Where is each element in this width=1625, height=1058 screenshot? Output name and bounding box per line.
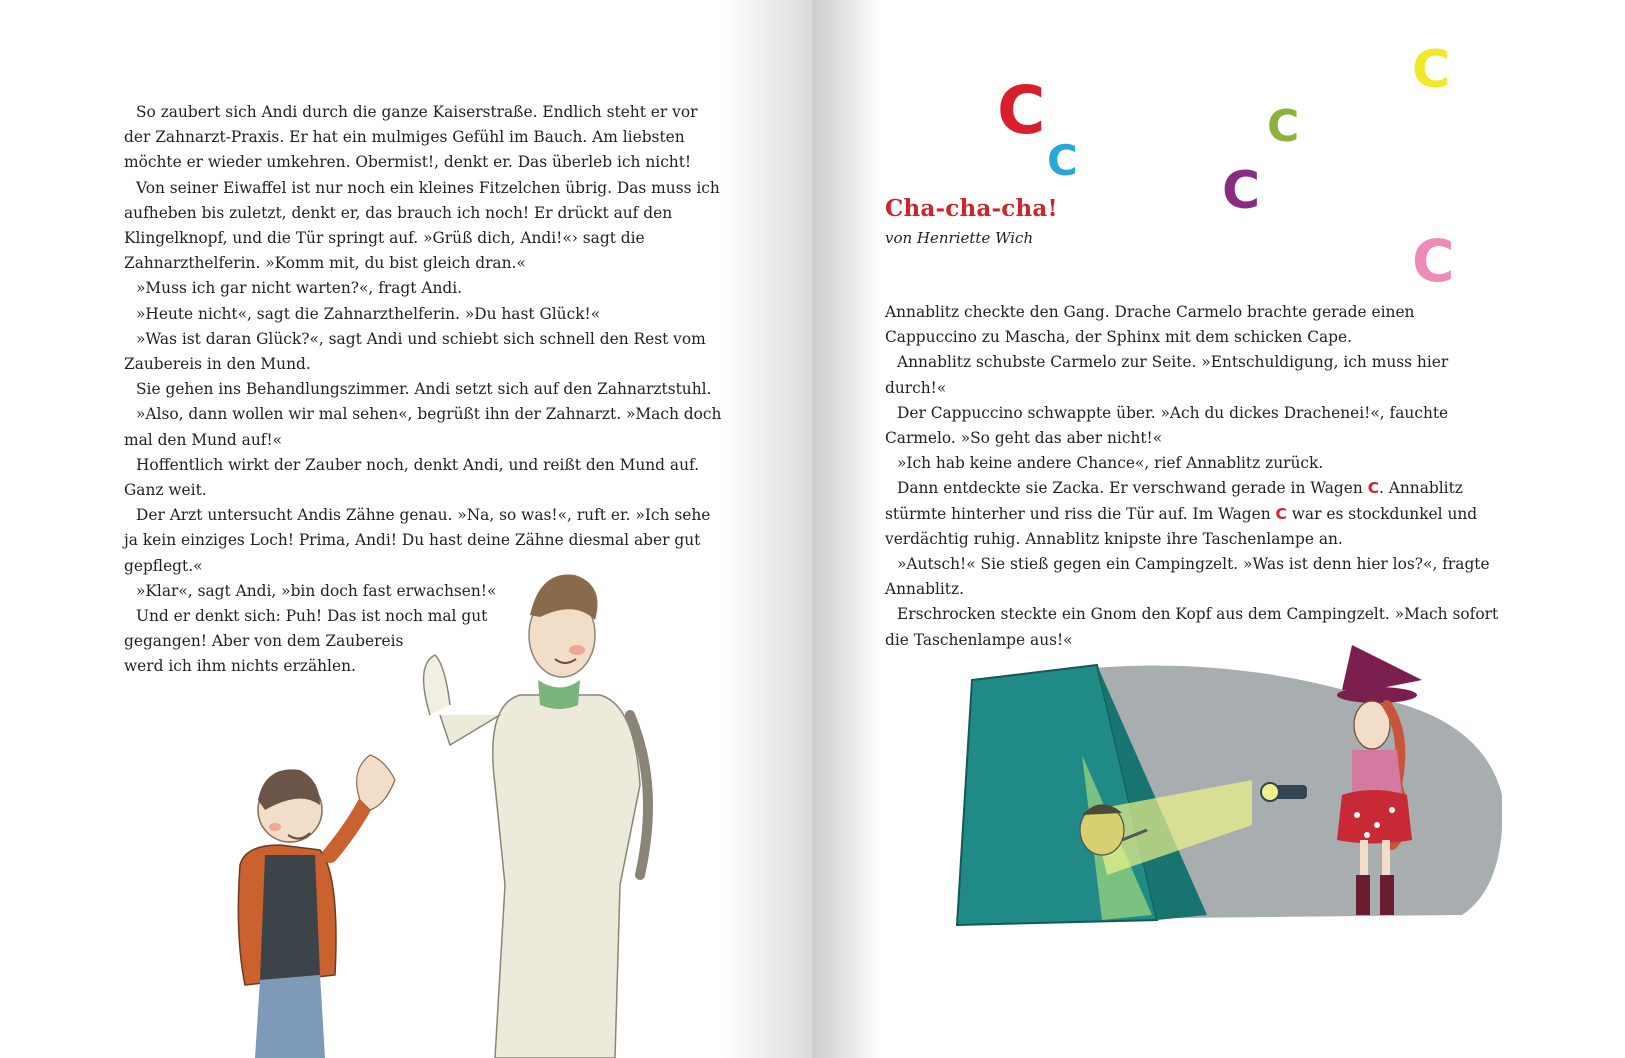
tent-and-witch-illustration — [942, 635, 1502, 955]
paragraph: »Klar«, sagt Andi, »bin doch fast erwachsen!« — [136, 581, 497, 600]
text-segment: Dann entdeckte sie Zacka. Er verschwand gerade in Wagen — [897, 479, 1368, 498]
dentist-and-boy-illustration — [220, 555, 720, 1058]
decorative-letter-c: C — [1267, 101, 1300, 152]
paragraph: Erschrocken steckte ein Gnom den Kopf aus dem Campingzelt. »Mach sofort die Taschenlampe aus!« — [885, 605, 1499, 649]
paragraph: Der Cappuccino schwappte über. »Ach du dickes Drachenei!«, fauchte Carmelo. »So geht das aber nicht!« — [885, 403, 1449, 448]
paragraph: »Heute nicht«, sagt die Zahnarzthelferin. »Du hast Glück!« — [136, 304, 601, 323]
paragraph — [885, 476, 1505, 552]
right-page — [812, 0, 1625, 1058]
paragraph: »Was ist daran Glück?«, sagt Andi und schiebt sich schnell den Rest vom Zaubereis in den Mund. — [124, 329, 706, 374]
gutter-shadow — [812, 0, 882, 1058]
paragraph: »Ich hab keine andere Chance«, rief Annablitz zurück. — [897, 454, 1324, 473]
chapter-title: Cha-cha-cha! — [885, 195, 1058, 222]
decorative-letter-c: C — [997, 72, 1046, 149]
paragraph: Annablitz schubste Carmelo zur Seite. »Entschuldigung, ich muss hier durch!« — [885, 353, 1449, 397]
text-segment: war es stockdunkel und verdächtig ruhig. Annablitz knipste ihre Taschenlampe an. — [885, 504, 1478, 548]
text-segment: . Annablitz stürmte hinterher und riss die Tür auf. Im Wagen — [885, 479, 1463, 523]
decorative-letter-c: C — [1047, 136, 1078, 185]
decorative-letter-c: C — [1412, 227, 1455, 295]
chapter-author: von Henriette Wich — [885, 229, 1034, 247]
gutter-shadow — [722, 0, 812, 1058]
decorative-letter-c: C — [1412, 40, 1451, 100]
paragraph: Annablitz checkte den Gang. Drache Carmelo brachte gerade einen Cappuccino zu Mascha, der Sphinx mit dem schicken Cape. — [885, 303, 1415, 347]
text-line: Und er denkt sich: Puh! Das ist noch mal gut — [136, 607, 488, 626]
paragraph: »Autsch!« Sie stieß gegen ein Campingzelt. »Was ist denn hier los?«, fragte Annablitz. — [885, 555, 1490, 599]
paragraph: Von seiner Eiwaffel ist nur noch ein kleines Fitzelchen übrig. Das muss ich aufheben bis zuletzt, denkt er, das brauch ich noch! Er drückt auf den Klingelknopf, und die Tür springt auf. »Grüß dich, Andi!«› sagt die Zahnarzthelferin. »Komm mit, du bist gleich dran.« — [124, 178, 720, 273]
paragraph: Hoffentlich wirkt der Zauber noch, denkt Andi, und reißt den Mund auf. Ganz weit. — [124, 455, 700, 500]
decorative-letter-c: C — [1222, 161, 1261, 221]
right-page-text — [885, 300, 1505, 653]
wagon-letter-c: C — [1367, 479, 1379, 498]
left-page — [0, 0, 812, 1058]
paragraph: So zaubert sich Andi durch die ganze Kaiserstraße. Endlich steht er vor der Zahnarzt-Praxis. Er hat ein mulmiges Gefühl im Bauch. Am liebsten möchte er wieder umkehren. Obermist!, denkt er. Das überleb ich nicht! — [124, 103, 698, 172]
text-line: werd ich ihm nichts erzählen. — [124, 657, 356, 676]
paragraph: »Also, dann wollen wir mal sehen«, begrüßt ihn der Zahnarzt. »Mach doch mal den Mund auf!« — [124, 405, 722, 449]
paragraph: Der Arzt untersucht Andis Zähne genau. »Na, so was!«, ruft er. »Ich sehe ja kein einziges Loch! Prima, Andi! Du hast deine Zähne diesmal aber gut gepflegt.« — [124, 506, 711, 575]
paragraph: »Muss ich gar nicht warten?«, fragt Andi. — [136, 279, 463, 298]
dentist-figure — [424, 575, 648, 1058]
boy-figure — [238, 755, 395, 1058]
paragraph: Sie gehen ins Behandlungszimmer. Andi setzt sich auf den Zahnarztstuhl. — [136, 380, 712, 399]
wagon-letter-c: C — [1275, 504, 1287, 523]
text-line: gegangen! Aber von dem Zaubereis — [124, 632, 404, 651]
